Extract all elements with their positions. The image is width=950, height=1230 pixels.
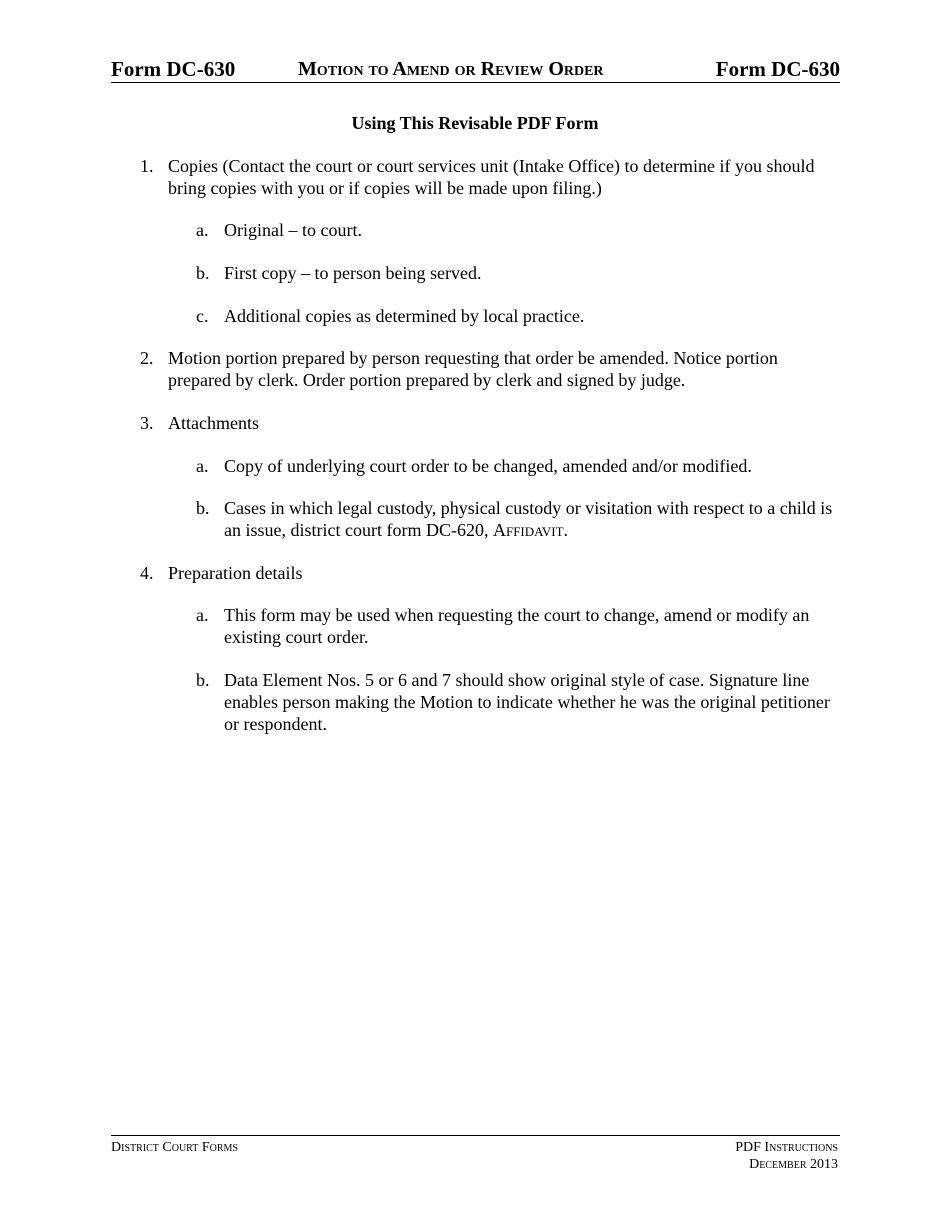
sub-text: Copy of underlying court order to be changed, amended and/or modified.	[224, 456, 752, 476]
sub-text: This form may be used when requesting the court to change, amend or modify an existing court order.	[224, 605, 810, 647]
footer-date: December 2013	[749, 1157, 838, 1172]
list-text: Motion portion prepared by person requesting that order be amended. Notice portion prepared by clerk. Order portion prepared by clerk and signed by judge.	[168, 348, 778, 390]
sub-letter: a.	[196, 605, 209, 625]
list-text: Copies (Contact the court or court services unit (Intake Office) to determine if you should bring copies with you or if copies will be made upon filing.)	[168, 156, 815, 198]
list-number: 4.	[140, 563, 154, 583]
sub-letter: a.	[196, 456, 209, 476]
sub-letter: c.	[196, 306, 209, 326]
sub-text-main: Cases in which legal custody, physical custody or visitation with respect to a child is an issue, district court form DC-620,	[224, 498, 833, 540]
sub-text: Original – to court.	[224, 220, 362, 240]
header-form-number-right: Form DC-630	[715, 57, 840, 81]
footer-left-label: District Court Forms	[111, 1140, 238, 1155]
affidavit-form-name: Affidavit	[492, 520, 564, 540]
sub-text: First copy – to person being served.	[224, 263, 482, 283]
list-text: Preparation details	[168, 563, 303, 583]
footer-pdf-instructions: PDF Instructions	[735, 1140, 838, 1155]
header-form-title: Motion to Amend or Review Order	[298, 58, 604, 80]
sub-letter: b.	[196, 263, 210, 283]
sub-text	[224, 497, 840, 541]
sub-letter: a.	[196, 220, 209, 240]
page-title: Using This Revisable PDF Form	[351, 113, 599, 133]
list-number: 3.	[140, 413, 154, 433]
list-number: 2.	[140, 348, 154, 368]
footer-divider	[111, 1135, 840, 1136]
sub-letter: b.	[196, 498, 210, 518]
sub-text-end: .	[563, 520, 569, 540]
header-form-number-left: Form DC-630	[111, 57, 236, 81]
sub-text: Additional copies as determined by local practice.	[224, 306, 585, 326]
sub-text: Data Element Nos. 5 or 6 and 7 should show original style of case. Signature line enables person making the Motion to indicate whether he was the original petitioner or respondent.	[224, 670, 830, 734]
list-text: Attachments	[168, 413, 259, 433]
list-number: 1.	[140, 156, 154, 176]
footer-right-block	[735, 1139, 838, 1173]
page-header	[111, 56, 840, 83]
sub-letter: b.	[196, 670, 210, 690]
